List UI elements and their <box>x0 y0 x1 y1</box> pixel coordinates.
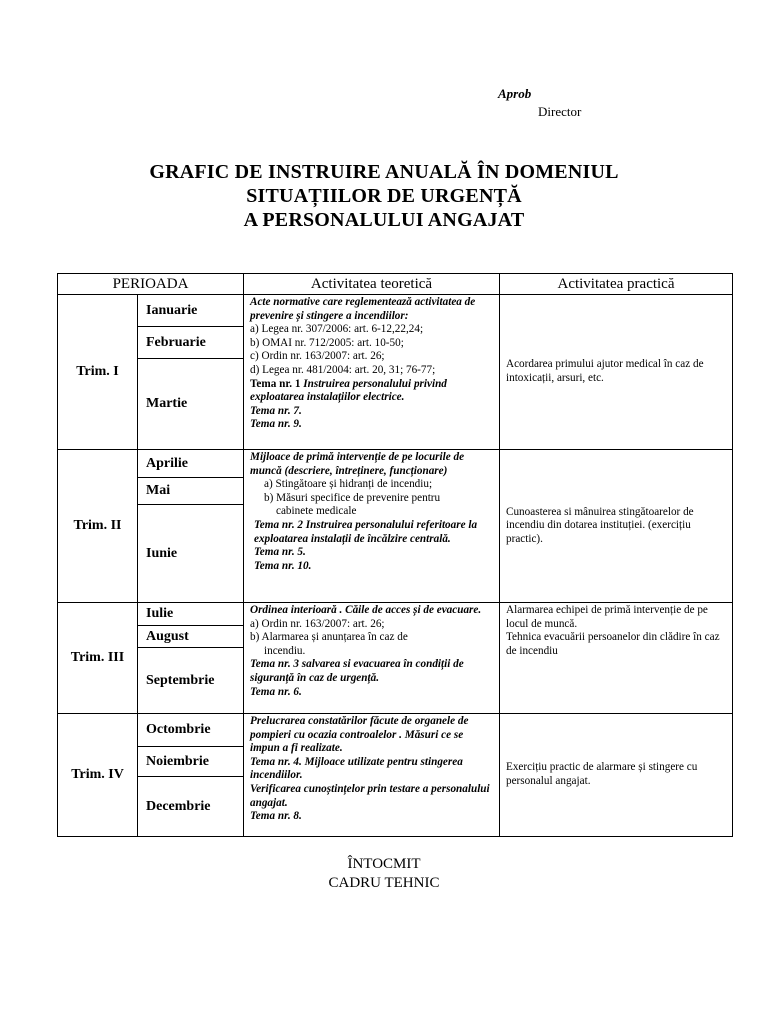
theory-cell <box>244 603 500 714</box>
month-cell: Octombrie <box>138 714 244 747</box>
theory-line: b) OMAI nr. 712/2005: art. 10-50; <box>250 336 404 349</box>
practice-cell: Exercițiu practic de alarmare și stingere cu personalul angajat. <box>500 714 733 837</box>
document-title <box>0 160 768 232</box>
topic-text: Instruirea personalului privind exploatarea instalațiilor electrice. <box>250 377 447 404</box>
technical-staff-label: CADRU TEHNIC <box>328 875 440 891</box>
theory-line: Tema nr. 4. Mijloace utilizate pentru stingerea incendiilor. <box>250 755 463 782</box>
month-cell: Iunie <box>138 505 244 603</box>
training-schedule-table <box>57 273 733 837</box>
prepared-by-label: ÎNTOCMIT <box>347 856 421 872</box>
theory-line: cabinete medicale <box>276 505 357 518</box>
month-cell: Ianuarie <box>138 295 244 327</box>
theory-cell <box>244 714 500 837</box>
topic-number: Tema nr. 1 <box>250 377 301 390</box>
theory-line: a) Ordin nr. 163/2007: art. 26; <box>250 617 385 630</box>
month-cell: Mai <box>138 478 244 505</box>
table-row <box>58 603 733 626</box>
signature-block <box>0 855 768 893</box>
table-row <box>58 295 733 327</box>
title-line-1: GRAFIC DE INSTRUIRE ANUALĂ ÎN DOMENIUL <box>149 161 619 183</box>
theory-line: incendiu. <box>264 644 306 657</box>
theory-line: Tema nr. 9. <box>250 418 302 431</box>
theory-cell <box>244 295 500 450</box>
theory-line: Verificarea cunoștințelor prin testare a personalului angajat. <box>250 782 490 809</box>
month-cell: Februarie <box>138 327 244 359</box>
theory-line: d) Legea nr. 481/2004: art. 20, 31; 76-77; <box>250 363 436 376</box>
month-cell: Decembrie <box>138 777 244 837</box>
quarter-label: Trim. I <box>58 295 138 450</box>
theory-line: b) Măsuri specifice de prevenire pentru <box>264 491 441 504</box>
theory-line: a) Legea nr. 307/2006: art. 6-12,22,24; <box>250 323 424 336</box>
title-line-2: SITUAȚIILOR DE URGENȚĂ <box>246 185 522 207</box>
theory-line: Prelucrarea constatărilor făcute de organele de pompieri cu ocazia controalelor . Măsuri ce se impun a fi realizate. <box>250 715 469 755</box>
theory-line: b) Alarmarea și anunțarea în caz de <box>250 631 408 644</box>
table-row <box>58 450 733 478</box>
director-label: Director <box>538 104 582 119</box>
table-header-row <box>58 274 733 295</box>
month-cell: Aprilie <box>138 450 244 478</box>
theory-line: Tema nr. 8. <box>250 810 302 823</box>
month-cell: Noiembrie <box>138 747 244 777</box>
table-row <box>58 714 733 747</box>
theory-line: Tema nr. 10. <box>254 559 312 572</box>
theory-line: Mijloace de primă intervenție de pe locurile de muncă (descriere, întreținere, funcționare) <box>250 451 465 477</box>
practice-cell: Acordarea primului ajutor medical în caz de intoxicații, arsuri, etc. <box>500 295 733 450</box>
theory-line: Tema nr. 6. <box>250 685 302 698</box>
theory-line: Tema nr. 7. <box>250 404 302 417</box>
practice-cell <box>500 603 733 714</box>
theory-line: Tema nr. 2 Instruirea personalului referitoare la exploatarea instalații de încălzire centrală. <box>254 518 478 545</box>
theory-line: a) Stingătoare și hidranți de incendiu; <box>264 478 433 491</box>
theory-cell <box>244 450 500 603</box>
month-cell: Iulie <box>138 603 244 626</box>
approval-label: Aprob <box>498 86 532 101</box>
month-cell: Septembrie <box>138 648 244 714</box>
theory-line: Tema nr. 5. <box>254 546 306 559</box>
period-header: PERIOADA <box>58 274 244 295</box>
theory-line: Acte normative care reglementează activitatea de prevenire și stingere a incendiilor: <box>250 296 476 322</box>
theory-header: Activitatea teoretică <box>244 274 500 295</box>
theory-line: Tema nr. 3 salvarea si evacuarea în condiții de siguranță în caz de urgență. <box>250 658 464 684</box>
month-cell: Martie <box>138 359 244 450</box>
practice-cell: Cunoasterea si mânuirea stingătoarelor de incendiu din dotarea instituției. (exercițiu practic). <box>500 450 733 603</box>
theory-line: Ordinea interioară . Căile de acces și de evacuare. <box>250 604 482 616</box>
title-line-3: A PERSONALULUI ANGAJAT <box>243 209 525 231</box>
quarter-label: Trim. II <box>58 450 138 603</box>
practice-line: Alarmarea echipei de primă intervenție de pe locul de muncă. <box>506 604 708 630</box>
practice-header: Activitatea practică <box>500 274 733 295</box>
practice-line: Tehnica evacuării persoanelor din clădire în caz de incendiu <box>506 631 720 657</box>
theory-line: c) Ordin nr. 163/2007: art. 26; <box>250 350 385 363</box>
month-cell: August <box>138 626 244 648</box>
quarter-label: Trim. IV <box>58 714 138 837</box>
quarter-label: Trim. III <box>58 603 138 714</box>
